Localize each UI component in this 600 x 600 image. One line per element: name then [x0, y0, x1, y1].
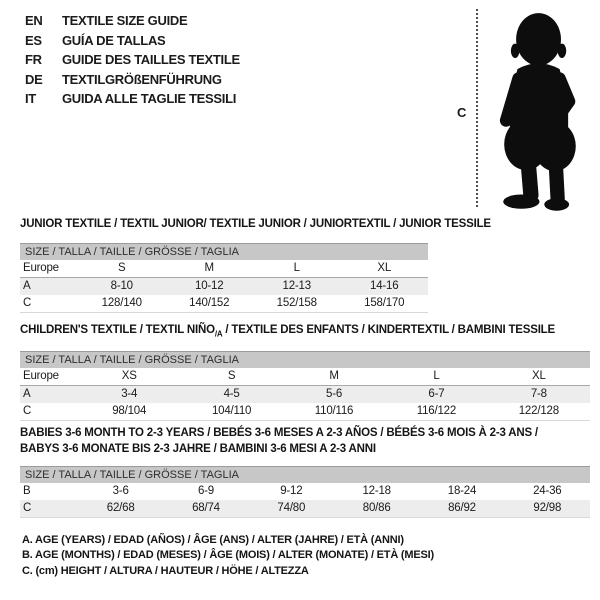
- row-label: C: [23, 297, 32, 309]
- size-header-bar: SIZE / TALLA / TAILLE / GRÖSSE / TAGLIA: [20, 243, 428, 260]
- lang-title: TEXTILE SIZE GUIDE: [62, 13, 188, 28]
- cell: 18-24: [447, 485, 477, 497]
- note-age-months: B. AGE (MONTHS) / EDAD (MESES) / ÂGE (MOIS) / ALTER (MONATE) / ETÀ (MESI): [22, 549, 434, 562]
- table-row: [20, 483, 590, 500]
- cell: 12-18: [362, 485, 391, 497]
- cell: 140/152: [189, 297, 230, 309]
- cell: M: [204, 262, 214, 274]
- lang-code: DE: [25, 71, 43, 87]
- cell: S: [118, 262, 126, 274]
- baby-silhouette-icon: [487, 7, 592, 213]
- table-row: [20, 403, 590, 421]
- table-row: [20, 278, 428, 295]
- lang-title: GUIDA ALLE TAGLIE TESSILI: [62, 91, 237, 106]
- cell: XL: [531, 370, 546, 383]
- row-label: B: [23, 485, 31, 497]
- cell: 10-12: [195, 280, 224, 292]
- cell: 3-4: [121, 388, 138, 401]
- lang-title: GUIDE DES TAILLES TEXTILE: [62, 52, 240, 67]
- height-measure-label: C: [457, 105, 467, 120]
- cell: M: [329, 370, 339, 383]
- cell: 4-5: [223, 388, 240, 401]
- row-label: C: [23, 502, 32, 514]
- cell: L: [433, 370, 440, 383]
- cell: 98/104: [112, 405, 147, 418]
- cell: 122/128: [518, 405, 559, 418]
- section-junior-textile: [20, 218, 491, 313]
- size-header-bar: SIZE / TALLA / TAILLE / GRÖSSE / TAGLIA: [20, 466, 590, 483]
- lang-code: ES: [25, 32, 42, 48]
- lang-code: EN: [25, 13, 43, 28]
- cell: 104/110: [211, 405, 252, 418]
- lang-row-it: [25, 89, 240, 109]
- height-measure-dotted-line: [476, 9, 478, 207]
- cell: 74/80: [277, 502, 306, 514]
- cell: 158/170: [364, 297, 405, 309]
- cell: 3-6: [112, 485, 129, 497]
- cell: 128/140: [101, 297, 142, 309]
- cell: 86/92: [448, 502, 476, 514]
- cell: XL: [377, 262, 392, 274]
- cell: 80/86: [362, 502, 391, 514]
- note-height-cm: C. (cm) HEIGHT / ALTURA / HAUTEUR / HÖHE / ALTEZZA: [22, 564, 309, 577]
- title-subscript: /A: [214, 329, 223, 339]
- cell: 68/74: [192, 502, 220, 514]
- cell: 8-10: [110, 280, 133, 292]
- note-age-years: A. AGE (YEARS) / EDAD (AÑOS) / ÂGE (ANS) / ALTER (JAHRE) / ETÀ (ANNI): [22, 534, 404, 546]
- title-part: / TEXTILE DES ENFANTS / KINDERTEXTIL / BAMBINI TESSILE: [222, 324, 555, 336]
- cell: 9-12: [280, 485, 303, 497]
- row-label: Europe: [23, 370, 59, 383]
- section-childrens-textile: [20, 324, 590, 421]
- cell: 14-16: [370, 280, 399, 292]
- cell: 12-13: [282, 280, 311, 292]
- cell: 7-8: [530, 388, 547, 401]
- cell: 6-7: [428, 388, 445, 401]
- title-part: CHILDREN'S TEXTILE / TEXTIL NIÑO: [20, 324, 215, 336]
- lang-row-fr: [25, 50, 240, 70]
- cell: 110/116: [314, 405, 354, 418]
- cell: 116/122: [416, 405, 457, 418]
- table-row: [20, 386, 590, 403]
- cell: 6-9: [197, 485, 214, 497]
- lang-row-de: [25, 70, 240, 90]
- table-row: [20, 500, 590, 518]
- table-row: [20, 260, 428, 278]
- title-line: BABIES 3-6 MONTH TO 2-3 YEARS / BEBÉS 3-6 MESES A 2-3 AÑOS / BÉBÉS 3-6 MOIS À 2-3 ANS /: [20, 427, 538, 439]
- cell: XS: [121, 370, 137, 383]
- lang-row-en: [25, 11, 240, 31]
- cell: S: [227, 370, 236, 383]
- row-label: Europe: [23, 262, 59, 274]
- section-title: [20, 324, 590, 338]
- cell: 152/158: [276, 297, 317, 309]
- lang-code: FR: [25, 52, 42, 67]
- cell: L: [293, 262, 300, 274]
- row-label: A: [23, 388, 31, 401]
- size-header-bar: SIZE / TALLA / TAILLE / GRÖSSE / TAGLIA: [20, 351, 590, 368]
- cell: 92/98: [533, 502, 562, 514]
- baby-figure: [445, 5, 597, 215]
- cell: 62/68: [106, 502, 135, 514]
- cell: 24-36: [533, 485, 562, 497]
- cell: 5-6: [326, 388, 343, 401]
- lang-row-es: [25, 31, 240, 51]
- table-row: [20, 368, 590, 386]
- table-row: [20, 295, 428, 313]
- row-label: A: [23, 280, 31, 292]
- legend-notes: [22, 533, 434, 579]
- section-babies-textile: [20, 426, 590, 518]
- row-label: C: [23, 405, 32, 418]
- language-header: [25, 11, 240, 109]
- title-line: BABYS 3-6 MONATE BIS 2-3 JAHRE / BAMBINI 3-6 MESI A 2-3 ANNI: [20, 442, 376, 455]
- lang-code: IT: [25, 91, 36, 106]
- lang-title: GUÍA DE TALLAS: [62, 32, 166, 48]
- lang-title: TEXTILGRÖßENFÜHRUNG: [62, 71, 222, 87]
- section-title: [20, 426, 590, 457]
- section-title: JUNIOR TEXTILE / TEXTIL JUNIOR/ TEXTILE JUNIOR / JUNIORTEXTIL / JUNIOR TESSILE: [20, 218, 491, 230]
